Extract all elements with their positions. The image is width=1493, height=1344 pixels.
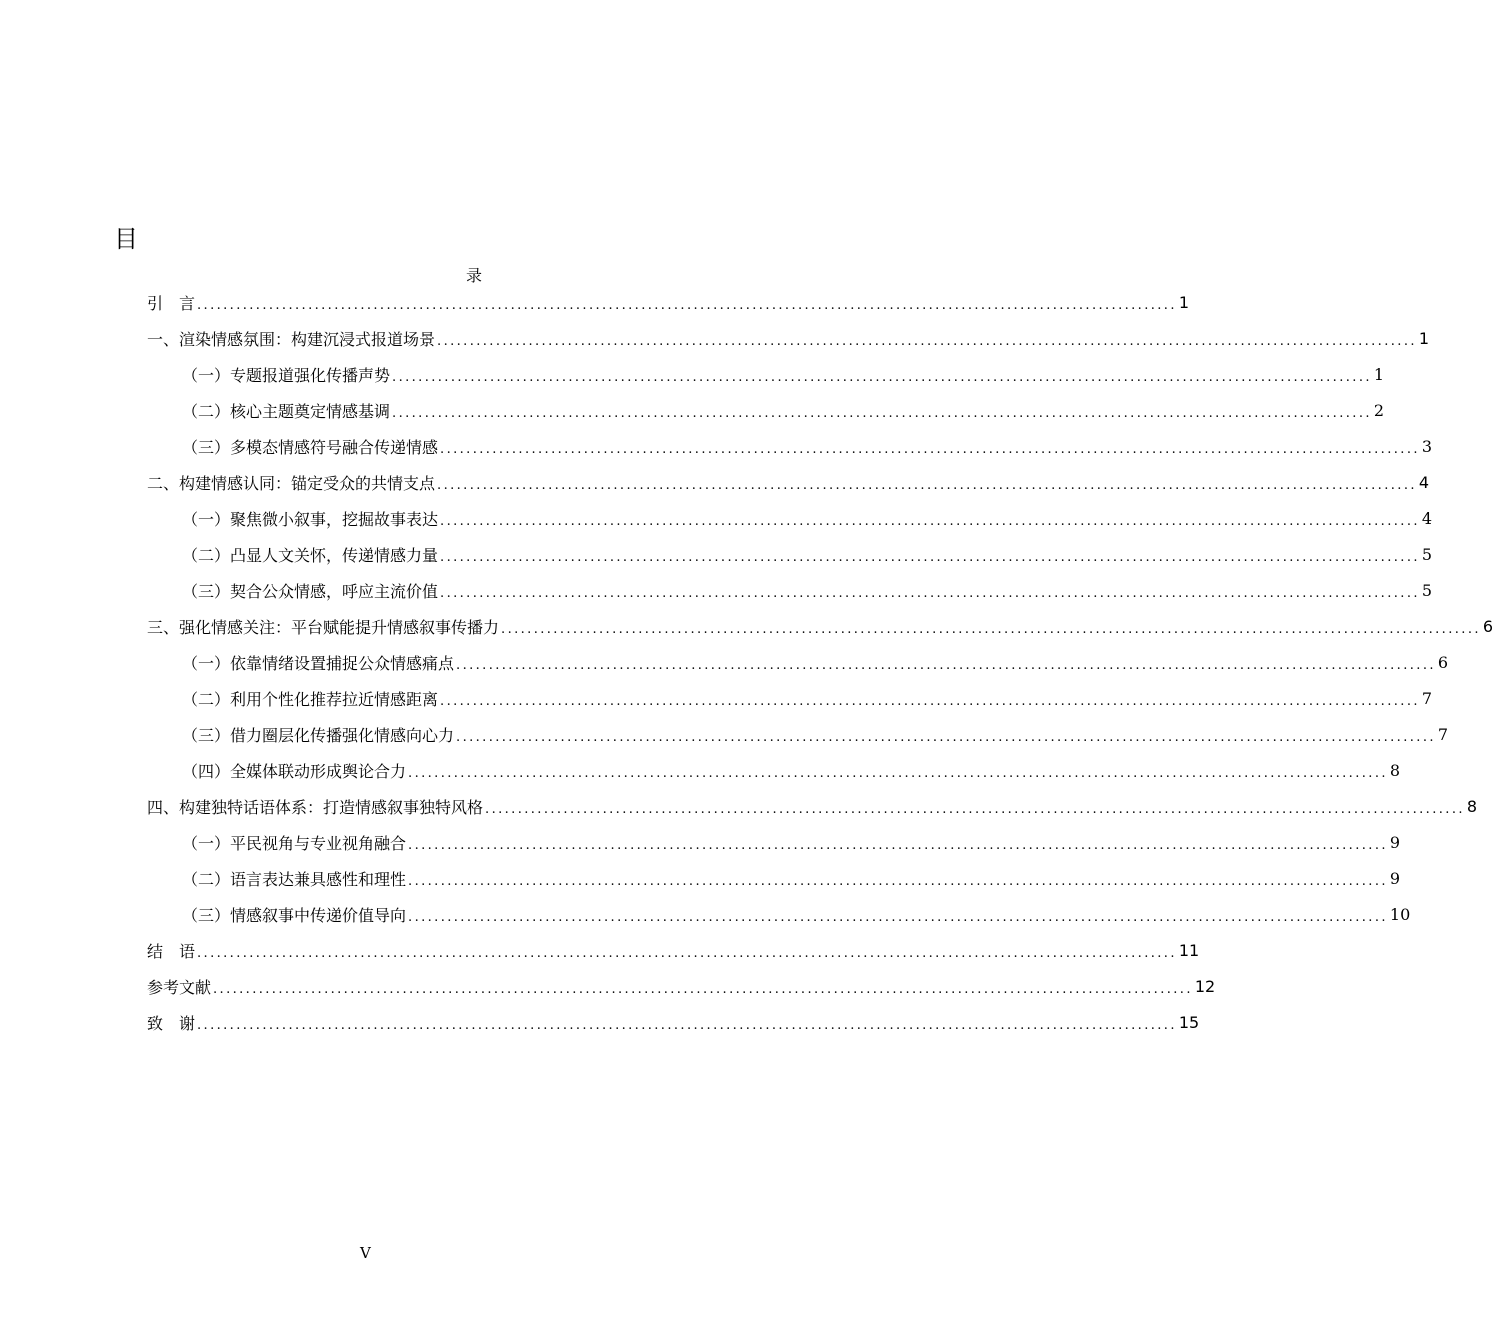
toc-page-number: 1 [1178, 292, 1190, 312]
toc-entry-number: 引 言 [147, 293, 196, 313]
toc-dot-leader: ...................................................................................................................................................... [408, 873, 1388, 889]
toc-entry-number: 三、 [147, 617, 180, 637]
toc-page-number: 4 [1418, 472, 1430, 492]
toc-entry-title: 多模态情感符号融合传递情感 [230, 437, 439, 457]
toc-entry-number: 结 语 [147, 941, 196, 961]
toc-dot-leader: ...................................................................................................................................................... [197, 945, 1177, 961]
page-footer-number: V [360, 1244, 371, 1262]
toc-dot-leader: ...................................................................................................................................................... [440, 585, 1420, 601]
toc-dot-leader: ...................................................................................................................................................... [392, 369, 1372, 385]
toc-page-number: 9 [1389, 832, 1401, 852]
toc-entry-number: （三） [182, 725, 231, 745]
toc-entry-title: 构建情感认同：锚定受众的共情支点 [179, 473, 436, 493]
toc-dot-leader: ...................................................................................................................................................... [197, 1017, 1177, 1033]
toc-entry[interactable] [182, 500, 1433, 536]
toc-entry-title: 凸显人文关怀，传递情感力量 [230, 545, 439, 565]
toc-entry-number: （二） [182, 869, 231, 889]
toc-entry-title: 利用个性化推荐拉近情感距离 [230, 689, 439, 709]
toc-dot-leader: ...................................................................................................................................................... [197, 297, 1177, 313]
toc-page-number: 6 [1437, 652, 1449, 672]
toc-entry-title: 契合公众情感，呼应主流价值 [230, 581, 439, 601]
toc-entry-title: 平民视角与专业视角融合 [230, 833, 407, 853]
toc-entry[interactable] [182, 716, 1449, 752]
toc-entry[interactable] [182, 428, 1433, 464]
toc-entry-number: （二） [182, 545, 231, 565]
toc-dot-leader: ...................................................................................................................................................... [392, 405, 1372, 421]
toc-entry[interactable] [182, 680, 1433, 716]
toc-dot-leader: ...................................................................................................................................................... [456, 657, 1436, 673]
toc-entry-title: 专题报道强化传播声势 [230, 365, 391, 385]
toc-page-number: 9 [1389, 868, 1401, 888]
toc-entry[interactable] [182, 536, 1433, 572]
toc-dot-leader: ...................................................................................................................................................... [213, 981, 1193, 997]
toc-dot-leader: ...................................................................................................................................................... [437, 477, 1417, 493]
toc-entry[interactable] [147, 608, 1493, 644]
toc-entry-number: （一） [182, 833, 231, 853]
toc-entry-title: 语言表达兼具感性和理性 [230, 869, 407, 889]
toc-entry-title: 借力圈层化传播强化情感向心力 [230, 725, 455, 745]
toc-page-number: 8 [1389, 760, 1401, 780]
toc-page-number: 2 [1373, 400, 1385, 420]
toc-page-number: 6 [1482, 616, 1493, 636]
toc-entry-title: 渲染情感氛围：构建沉浸式报道场景 [179, 329, 436, 349]
toc-dot-leader: ...................................................................................................................................................... [440, 693, 1420, 709]
toc-dot-leader: ...................................................................................................................................................... [408, 909, 1388, 925]
toc-entry-title: 情感叙事中传递价值导向 [230, 905, 407, 925]
toc-dot-leader: ...................................................................................................................................................... [440, 441, 1420, 457]
toc-entry[interactable] [147, 968, 1216, 1004]
toc-entry[interactable] [147, 464, 1430, 500]
toc-dot-leader: ...................................................................................................................................................... [485, 801, 1465, 817]
toc-dot-leader: ...................................................................................................................................................... [408, 765, 1388, 781]
toc-heading-part1: 目 [114, 225, 138, 253]
toc-dot-leader: ...................................................................................................................................................... [440, 513, 1420, 529]
toc-dot-leader: ...................................................................................................................................................... [440, 549, 1420, 565]
toc-entry-title: 聚焦微小叙事，挖掘故事表达 [230, 509, 439, 529]
toc-page-number: 1 [1418, 328, 1430, 348]
toc-page-number: 8 [1466, 796, 1478, 816]
toc-dot-leader: ...................................................................................................................................................... [408, 837, 1388, 853]
toc-entry[interactable] [182, 392, 1385, 428]
toc-entry[interactable] [147, 788, 1478, 824]
toc-entry[interactable] [147, 284, 1190, 320]
toc-dot-leader: ...................................................................................................................................................... [437, 333, 1417, 349]
toc-entry[interactable] [182, 860, 1401, 896]
toc-entry-title: 依靠情绪设置捕捉公众情感痛点 [230, 653, 455, 673]
toc-page-number: 4 [1421, 508, 1433, 528]
toc-entry[interactable] [147, 1004, 1200, 1040]
toc-entry-number: （三） [182, 581, 231, 601]
toc-entry-number: （二） [182, 401, 231, 421]
toc-entry[interactable] [182, 824, 1401, 860]
toc-page-number: 10 [1389, 904, 1411, 924]
toc-entry[interactable] [147, 932, 1200, 968]
toc-page-number: 1 [1373, 364, 1385, 384]
toc-heading-part2: 录 [466, 266, 483, 285]
toc-page-number: 5 [1421, 544, 1433, 564]
toc-entry-number: （三） [182, 437, 231, 457]
toc-page-number: 7 [1437, 724, 1449, 744]
toc-entry-number: 四、 [147, 797, 180, 817]
toc-entry[interactable] [182, 896, 1411, 932]
toc-entry-number: 参考文献 [147, 977, 212, 997]
toc-entry-title: 全媒体联动形成舆论合力 [230, 761, 407, 781]
toc-entry[interactable] [182, 572, 1433, 608]
toc-entry-number: （一） [182, 365, 231, 385]
toc-entry[interactable] [182, 356, 1385, 392]
toc-entry[interactable] [147, 320, 1430, 356]
toc-entry-number: （一） [182, 653, 231, 673]
toc-entry[interactable] [182, 752, 1401, 788]
toc-entry-number: 二、 [147, 473, 180, 493]
toc-entry-number: 致 谢 [147, 1013, 196, 1033]
toc-page-number: 7 [1421, 688, 1433, 708]
toc-page-number: 12 [1194, 976, 1216, 996]
toc-entry-title: 核心主题奠定情感基调 [230, 401, 391, 421]
toc-dot-leader: ...................................................................................................................................................... [456, 729, 1436, 745]
toc-page-number: 11 [1178, 940, 1200, 960]
toc-entry-number: （二） [182, 689, 231, 709]
toc-entry-number: 一、 [147, 329, 180, 349]
toc-entry-number: （一） [182, 509, 231, 529]
toc-entry-number: （四） [182, 761, 231, 781]
toc-entry-number: （三） [182, 905, 231, 925]
toc-dot-leader: ...................................................................................................................................................... [501, 621, 1481, 637]
toc-entry[interactable] [182, 644, 1449, 680]
toc-page-number: 3 [1421, 436, 1433, 456]
toc-page-number: 5 [1421, 580, 1433, 600]
toc-entry-title: 构建独特话语体系：打造情感叙事独特风格 [179, 797, 484, 817]
toc-page-number: 15 [1178, 1012, 1200, 1032]
toc-entry-title: 强化情感关注：平台赋能提升情感叙事传播力 [179, 617, 500, 637]
